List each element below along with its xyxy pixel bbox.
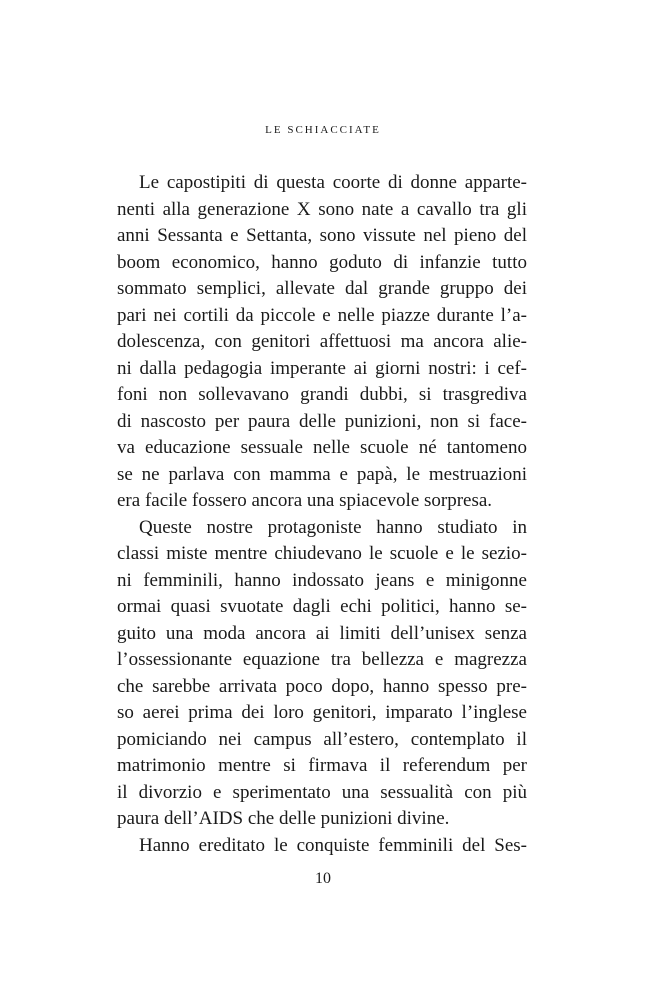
text-line: Hanno ereditato le conquiste femminili del Ses-	[139, 834, 527, 856]
text-line: nenti alla generazione X sono nate a cavallo tra gli	[117, 198, 527, 220]
text-line: l’ossessionante equazione tra bellezza e magrezza	[117, 649, 527, 670]
text-line: che sarebbe arrivata poco dopo, hanno spesso pre-	[117, 675, 527, 697]
text-line: pomiciando nei campus all’estero, contemplato il	[117, 728, 527, 750]
running-head: LE SCHIACCIATE	[265, 124, 381, 136]
text-line: pari nei cortili da piccole e nelle piazze durante l’a-	[117, 304, 527, 326]
text-line: Le capostipiti di questa coorte di donne apparte-	[139, 172, 527, 193]
text-line: il divorzio e sperimentato una sessualità con più	[117, 781, 527, 803]
text-line: sommato semplici, allevate dal grande gruppo dei	[117, 278, 527, 299]
text-line: classi miste mentre chiudevano le scuole e le sezio-	[117, 543, 527, 564]
text-line: paura dell’AIDS che delle punizioni divine.	[117, 808, 450, 829]
text-line: era facile fossero ancora una spiacevole sorpresa.	[117, 490, 493, 511]
text-line: ni femminili, hanno indossato jeans e minigonne	[117, 569, 527, 591]
body-text	[117, 170, 527, 859]
text-line: se ne parlava con mamma e papà, le mestruazioni	[117, 463, 527, 485]
text-line: foni non sollevavano grandi dubbi, si trasgrediva	[117, 384, 527, 405]
text-line: Queste nostre protagoniste hanno studiato in	[139, 516, 527, 538]
text-line: di nascosto per paura delle punizioni, non si face-	[117, 410, 527, 432]
text-line: anni Sessanta e Settanta, sono vissute nel pieno del	[117, 225, 527, 246]
text-line: boom economico, hanno goduto di infanzie tutto	[117, 251, 527, 273]
page-number: 10	[315, 870, 331, 887]
text-line: matrimonio mentre si firmava il referendum per	[117, 755, 527, 776]
text-line: va educazione sessuale nelle scuole né tantomeno	[117, 437, 527, 458]
text-line: guito una moda ancora ai limiti dell’unisex senza	[117, 622, 527, 644]
text-line: so aerei prima dei loro genitori, imparato l’inglese	[117, 702, 527, 723]
text-line: ni dalla pedagogia imperante ai giorni nostri: i cef-	[117, 357, 527, 379]
text-line: ormai quasi svuotate dagli echi politici, hanno se-	[117, 596, 527, 617]
text-line: dolescenza, con genitori affettuosi ma ancora alie-	[117, 331, 527, 352]
